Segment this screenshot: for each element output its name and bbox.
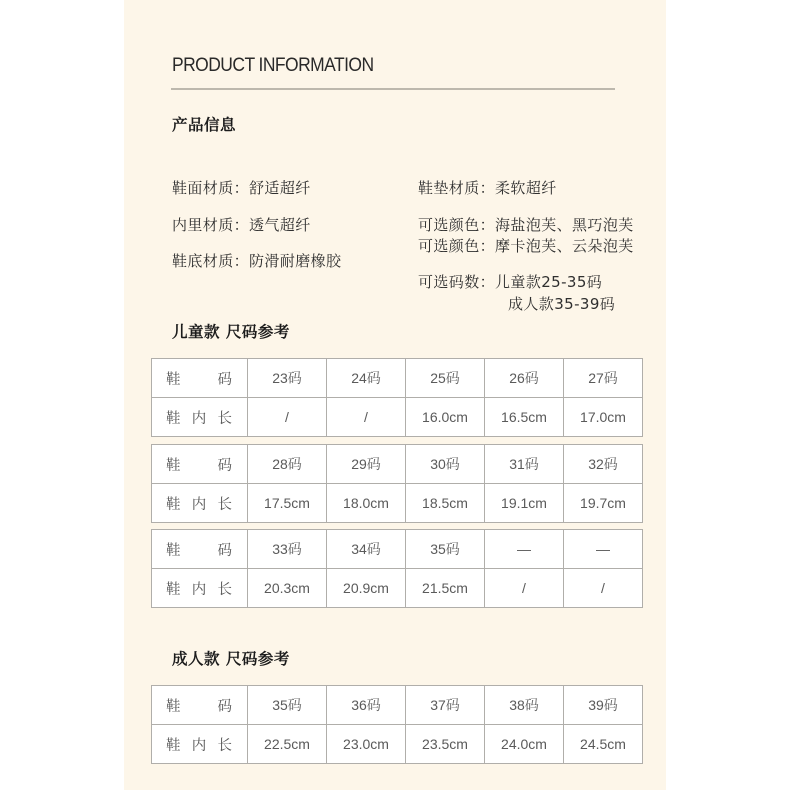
- info-value: 柔软超纤: [495, 179, 557, 197]
- length-cell: /: [485, 569, 564, 608]
- length-cell: /: [248, 398, 327, 437]
- size-cell: 37码: [406, 686, 485, 725]
- info-label: 鞋垫材质：: [418, 179, 496, 197]
- info-label: 内里材质：: [172, 216, 250, 234]
- length-cell: 17.0cm: [564, 398, 643, 437]
- table-row-size: [152, 445, 643, 484]
- length-cell: 19.7cm: [564, 484, 643, 523]
- info-label: 鞋面材质：: [172, 179, 250, 197]
- info-sole-material: [172, 250, 341, 271]
- length-cell: 20.9cm: [327, 569, 406, 608]
- section-title-product-info: 产品信息: [172, 116, 237, 134]
- row-header-length: 鞋 内 长: [152, 569, 248, 608]
- table-row-length: [152, 398, 643, 437]
- row-header-size: 鞋 码: [152, 530, 248, 569]
- section-title-kids-size: 儿童款 尺码参考: [172, 323, 290, 341]
- kids-size-table-1: [151, 358, 643, 437]
- size-cell: 39码: [564, 686, 643, 725]
- size-cell: 27码: [564, 359, 643, 398]
- info-label: 可选颜色：: [418, 237, 496, 255]
- size-cell: 36码: [327, 686, 406, 725]
- info-colors-2: [418, 235, 634, 256]
- info-upper-material: [172, 177, 311, 198]
- length-cell: 16.5cm: [485, 398, 564, 437]
- table-row-length: [152, 569, 643, 608]
- table-row-size: [152, 686, 643, 725]
- size-cell: 33码: [248, 530, 327, 569]
- size-cell: 38码: [485, 686, 564, 725]
- row-header-length: 鞋 内 长: [152, 725, 248, 764]
- size-cell: —: [564, 530, 643, 569]
- info-value: 儿童款25-35码: [495, 273, 603, 291]
- info-label: 鞋底材质：: [172, 252, 250, 270]
- info-value: 防滑耐磨橡胶: [249, 252, 342, 270]
- length-cell: 21.5cm: [406, 569, 485, 608]
- size-cell: 23码: [248, 359, 327, 398]
- size-cell: 35码: [406, 530, 485, 569]
- info-sizes-adult: [508, 293, 615, 314]
- info-value: 海盐泡芙、黑巧泡芙: [495, 216, 634, 234]
- table-row-length: [152, 725, 643, 764]
- info-sizes: [418, 271, 602, 292]
- size-cell: 34码: [327, 530, 406, 569]
- length-cell: 16.0cm: [406, 398, 485, 437]
- info-value: 舒适超纤: [249, 179, 311, 197]
- length-cell: 22.5cm: [248, 725, 327, 764]
- length-cell: 24.5cm: [564, 725, 643, 764]
- table-row-size: [152, 359, 643, 398]
- page-title: PRODUCT INFORMATION: [172, 55, 374, 76]
- length-cell: 23.0cm: [327, 725, 406, 764]
- length-cell: 18.5cm: [406, 484, 485, 523]
- row-header-size: 鞋 码: [152, 686, 248, 725]
- size-cell: 29码: [327, 445, 406, 484]
- section-title-adult-size: 成人款 尺码参考: [172, 650, 290, 668]
- length-cell: 19.1cm: [485, 484, 564, 523]
- info-value: 透气超纤: [249, 216, 311, 234]
- title-divider: [171, 88, 615, 90]
- table-row-size: [152, 530, 643, 569]
- length-cell: 20.3cm: [248, 569, 327, 608]
- size-cell: 26码: [485, 359, 564, 398]
- length-cell: 17.5cm: [248, 484, 327, 523]
- info-value: 成人款35-39码: [508, 295, 616, 313]
- row-header-length: 鞋 内 长: [152, 484, 248, 523]
- size-cell: 25码: [406, 359, 485, 398]
- info-insole-material: [418, 177, 557, 198]
- size-cell: —: [485, 530, 564, 569]
- size-cell: 24码: [327, 359, 406, 398]
- info-colors-1: [418, 214, 634, 235]
- length-cell: 24.0cm: [485, 725, 564, 764]
- table-row-length: [152, 484, 643, 523]
- length-cell: 23.5cm: [406, 725, 485, 764]
- row-header-size: 鞋 码: [152, 359, 248, 398]
- size-cell: 32码: [564, 445, 643, 484]
- kids-size-table-2: [151, 444, 643, 523]
- length-cell: /: [564, 569, 643, 608]
- size-cell: 28码: [248, 445, 327, 484]
- info-label: 可选码数：: [418, 273, 496, 291]
- length-cell: 18.0cm: [327, 484, 406, 523]
- info-label: 可选颜色：: [418, 216, 496, 234]
- info-lining-material: [172, 214, 311, 235]
- row-header-length: 鞋 内 长: [152, 398, 248, 437]
- length-cell: /: [327, 398, 406, 437]
- info-value: 摩卡泡芙、云朵泡芙: [495, 237, 634, 255]
- adult-size-table: [151, 685, 643, 764]
- size-cell: 35码: [248, 686, 327, 725]
- row-header-size: 鞋 码: [152, 445, 248, 484]
- size-cell: 31码: [485, 445, 564, 484]
- kids-size-table-3: [151, 529, 643, 608]
- size-cell: 30码: [406, 445, 485, 484]
